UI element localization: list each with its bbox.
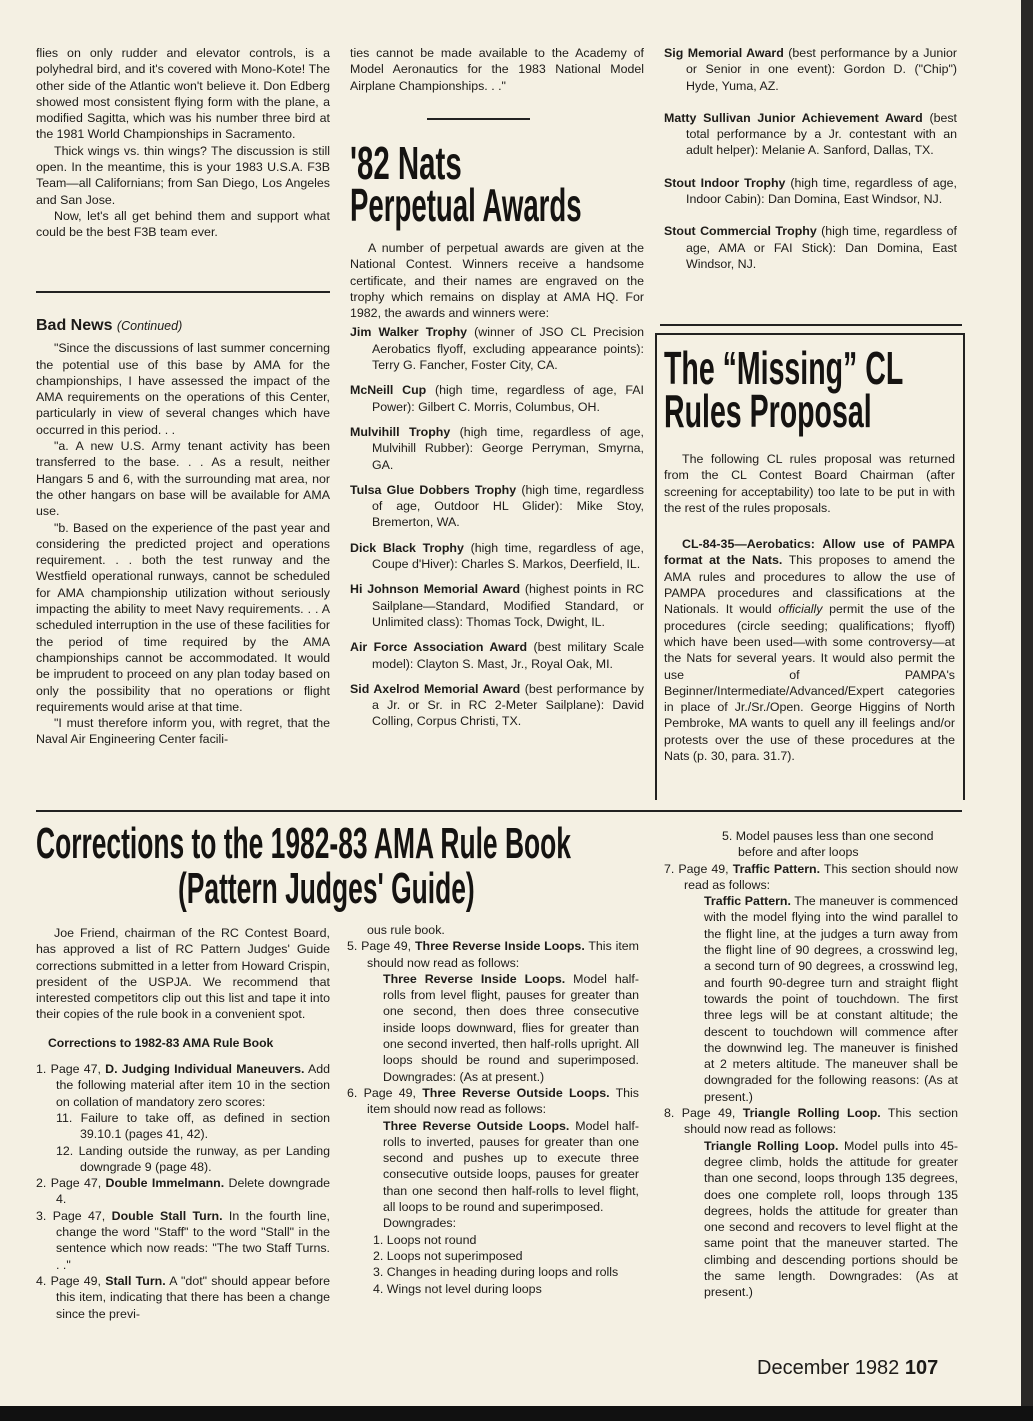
item-number: 5.	[722, 829, 733, 843]
award-entry	[350, 382, 644, 415]
proposal-title: CL-84-35—Aerobatics: Allow use of PAMPA format at the Nats.	[664, 537, 955, 568]
nats-headline-line-2: Perpetual Awards	[350, 179, 582, 231]
item-number: 12.	[56, 1143, 74, 1158]
item-text: Wings not level during loops	[386, 1281, 542, 1296]
award-name: McNeill Cup	[350, 383, 427, 398]
item-number: 3.	[373, 1265, 384, 1280]
correction-item	[664, 1105, 958, 1138]
item-title: Traffic Pattern.	[704, 894, 791, 909]
paragraph: "a. A new U.S. Army tenant activity has been transferred to the base. . . As a result, neither Hangars 5 and 6, with the surrounding mat area, nor the other hangars on base will be available for AMA use.	[36, 439, 330, 519]
award-entry	[350, 482, 644, 531]
proposal-body: permit the use of the procedures (circle seeding; qualifications; flyoff) which have been used—with some controversy—at the Nats for several years. It would also permit the use of PAMPA's Beginner/Intermediate/Advanced/Expert categories in place of Jr./Sr./Open. George Higgins of North Pembroke, MA wants to quell any ill feelings and/or protests over the use of these procedures at the Nats (p. 30, para. 31.7).	[664, 602, 955, 764]
item-text: Add the following material after item 10 in the section on collation of mandatory zero scores:	[56, 1062, 330, 1109]
corrections-column-2	[347, 922, 639, 1297]
award-entry	[350, 324, 644, 373]
column-3-top	[664, 45, 957, 281]
item-ref: Page 47,	[50, 1176, 106, 1191]
correction-item	[347, 1085, 639, 1118]
item-number: 4.	[36, 1273, 47, 1288]
item-number: 2.	[373, 1248, 384, 1263]
downgrades-label: Downgrades:	[383, 1216, 457, 1231]
correction-item	[36, 1175, 330, 1208]
bad-news-title: Bad News	[36, 317, 113, 334]
award-entry	[350, 581, 644, 630]
column-1-top	[36, 45, 330, 241]
award-desc: (highest points in RC Sailplane—Standard, Modified Standard, or Unlimited class): Thomas Tock, Dwight, IL.	[372, 582, 644, 629]
missing-headline-line-2: Rules Proposal	[664, 385, 872, 437]
award-desc: (high time, regardless of age, AMA or FAI Stick): Dan Domina, East Windsor, NJ.	[686, 224, 957, 271]
item-replacement-text	[347, 971, 639, 1085]
award-desc: (high time, regardless of age, Mulvihill Rubber): George Perryman, Smyrna, GA.	[372, 424, 645, 472]
item-title: Three Reverse Outside Loops.	[383, 1118, 570, 1133]
award-name: Sig Memorial Award	[664, 46, 784, 60]
downgrade-item	[664, 828, 958, 861]
divider	[427, 118, 530, 120]
award-desc: (high time, regardless of age, Outdoor HL Glider): Mike Stoy, Bremerton, WA.	[372, 482, 644, 530]
item-number: 5.	[347, 939, 358, 954]
nats-intro: A number of perpetual awards are given at the National Contest. Winners receive a handsome certificate, and their names are engraved on the trophy which remains on display at AMA HQ. For 1982, the awards and winners were:	[350, 241, 644, 321]
item-text: Model pauses less than one second before and after loops	[735, 829, 934, 860]
award-entry	[664, 223, 957, 272]
paragraph: ties cannot be made available to the Academy of Model Aeronautics for the 1983 National Model Airplane Championships. . ."	[350, 46, 644, 93]
award-desc: (best performance by a Jr. or Sr. in RC 2-Meter Sailplane): David Colling, Corpus Christi, TX.	[372, 681, 644, 729]
corrections-column-1	[36, 925, 330, 1322]
correction-item	[36, 1273, 330, 1322]
item-text: Model half-rolls to inverted, pauses for greater than one second and pushes up to execute three consecutive outside loops, pauses for greater than one second then half-rolls to level flight, all loops to be round and superimposed.	[383, 1118, 639, 1215]
missing-proposal-body	[664, 451, 955, 764]
correction-item	[36, 1061, 330, 1110]
item-title: Three Reverse Outside Loops.	[422, 1085, 610, 1100]
downgrade-item	[347, 1232, 639, 1248]
corrections-headline-line-2: (Pattern Judges' Guide)	[178, 864, 475, 913]
section-title	[36, 318, 330, 334]
item-text: In the fourth line, change the word "Staff" to the word "Stall" in the sentence which now reads: "The two Staff Turns. . ."	[56, 1208, 330, 1272]
item-number: 6.	[347, 1085, 358, 1100]
item-ref: Page 47,	[50, 1062, 106, 1077]
item-continuation: ous rule book.	[367, 923, 445, 937]
award-entry	[664, 110, 957, 159]
downgrade-item	[347, 1264, 639, 1280]
item-text: Model pulls into 45-degree climb, holds the attitude for greater than one second, loops through 135 degrees, does one complete roll, loops through 135 degrees, holds the attitude for greater than one second and recovers to level flight at the same point that the maneuver started. The climbing and descending portions should be the same length. Downgrades: (As at present.)	[704, 1138, 958, 1300]
missing-intro: The following CL rules proposal was returned from the CL Contest Board Chairman (after screening for acceptability) too late to be put in with the rest of the rules proposals.	[664, 452, 955, 515]
item-text: A "dot" should appear before this item, indicating that there has been a change since the previ-	[56, 1273, 330, 1321]
award-name: Hi Johnson Memorial Award	[350, 582, 521, 597]
award-name: Sid Axelrod Memorial Award	[350, 681, 521, 696]
paragraph: flies on only rudder and elevator controls, is a polyhedral bird, and it's covered with Mono-Kote! The other side of the Atlantic won't believe it. Don Edberg showed most consistent flying form with the plane, a modified Sagitta, which was his number three bird at the 1981 World Championships in Sacramento.	[36, 46, 330, 142]
item-number: 7.	[664, 861, 675, 876]
award-name: Stout Indoor Trophy	[664, 175, 786, 190]
award-name: Stout Commercial Trophy	[664, 224, 817, 239]
divider	[36, 810, 962, 812]
award-entry	[664, 45, 957, 94]
paragraph: "Since the discussions of last summer concerning the potential use of this base by AMA for the championships, I have assessed the impact of the AMA requirements on the operations of this Center, particularly in view of several changes which have occurred in this period. . .	[36, 341, 330, 437]
item-number: 1.	[373, 1232, 384, 1247]
item-number: 8.	[664, 1106, 675, 1121]
item-title: Three Reverse Inside Loops.	[414, 939, 585, 954]
item-text: Changes in heading during loops and rolls	[386, 1265, 619, 1280]
paragraph: "I must therefore inform you, with regret, that the Naval Air Engineering Center facili-	[36, 716, 330, 747]
downgrade-item	[347, 1248, 639, 1264]
award-name: Matty Sullivan Junior Achievement Award	[664, 110, 923, 125]
item-text: This item should now read as follows:	[367, 939, 639, 970]
item-text: Landing outside the runway, as per Landing downgrade 9 (page 48).	[78, 1143, 330, 1174]
item-ref: Page 49,	[678, 861, 733, 876]
item-ref: Page 49,	[50, 1273, 106, 1288]
item-text: Failure to take off, as defined in section 39.10.1 (pages 41, 42).	[80, 1110, 330, 1142]
item-text: Loops not superimposed	[386, 1248, 523, 1263]
item-text: This section should now read as follows:	[684, 1106, 958, 1137]
issue-date: December 1982	[757, 1357, 900, 1379]
item-text: This section should now read as follows:	[684, 861, 958, 892]
award-desc: (high time, regardless of age, Indoor Cabin): Dan Domina, East Windsor, NJ.	[686, 175, 957, 207]
corrections-intro: Joe Friend, chairman of the RC Contest Board, has approved a list of RC Pattern Judges' Guide corrections submitted in a letter from Howard Crispin, president of the USPJA. We recommend that interested competitors clip out this list and tape it into their copies of the rule book in a convenient spot.	[36, 926, 330, 1022]
item-ref: Page 49,	[361, 939, 415, 954]
item-text: Delete downgrade 4.	[56, 1176, 330, 1207]
award-entry	[350, 681, 644, 730]
item-ref: Page 47,	[52, 1208, 112, 1223]
item-replacement-text	[664, 1138, 958, 1301]
corrections-subhead: Corrections to 1982-83 AMA Rule Book	[48, 1035, 274, 1050]
page-footer	[757, 1357, 938, 1380]
bad-news-section	[36, 318, 330, 748]
item-text: Model half-rolls from level flight, pauses for greater than one second, then does three consecutive inside loops downward, flies for greater than one second inverted, then half-rolls upright. All loops should be round and superimposed. Downgrades: (As at present.)	[383, 971, 639, 1084]
item-title: Triangle Rolling Loop.	[704, 1138, 839, 1153]
award-entry	[664, 175, 957, 208]
award-name: Air Force Association Award	[350, 640, 528, 655]
divider	[36, 291, 330, 293]
column-2-top	[350, 45, 644, 94]
item-replacement-text	[664, 893, 958, 1105]
item-number: 1.	[36, 1062, 47, 1077]
corrections-column-3	[664, 828, 958, 1301]
award-desc: (best total performance by a Jr. contestant with an adult helper): Melanie A. Sanford, Dallas, TX.	[686, 110, 957, 158]
page-number: 107	[904, 1357, 939, 1379]
item-title: Double Immelmann.	[105, 1176, 225, 1191]
proposal-body: This proposes to amend the AMA rules and procedures to allow the use of PAMPA procedures and classifications at the Nationals. It would	[664, 553, 955, 617]
scan-edge-right	[1021, 0, 1033, 1421]
award-desc: (winner of JSO CL Precision Aerobatics flyoff, excluding appearance points): Terry G. Fancher, Foster City, CA.	[372, 325, 644, 373]
award-name: Mulvihill Trophy	[350, 424, 451, 439]
sub-item	[36, 1143, 330, 1176]
item-text: This item should now read as follows:	[367, 1085, 639, 1117]
paragraph: Thick wings vs. thin wings? The discussion is still open. In the meantime, this is your 1983 U.S.A. F3B Team—all Californians; from San Diego, Los Angeles and San Jose.	[36, 143, 330, 207]
item-number: 3.	[36, 1208, 47, 1223]
nats-headline-line-1: '82 Nats	[350, 137, 462, 189]
item-title: D. Judging Individual Maneuvers.	[105, 1062, 305, 1077]
award-entry	[350, 540, 644, 573]
paragraph: Now, let's all get behind them and support what could be the best F3B team ever.	[36, 208, 330, 240]
item-title: Stall Turn.	[105, 1273, 166, 1288]
award-desc: (high time, regardless of age, FAI Power): Gilbert C. Morris, Columbus, OH.	[372, 383, 644, 414]
item-title: Double Stall Turn.	[111, 1208, 223, 1223]
item-number: 2.	[36, 1176, 47, 1191]
scan-edge-bottom	[0, 1406, 1033, 1421]
missing-headline-line-1: The “Missing” CL	[664, 342, 904, 394]
item-title: Triangle Rolling Loop.	[742, 1106, 881, 1121]
item-title: Traffic Pattern.	[732, 861, 821, 876]
award-entry	[350, 639, 644, 672]
correction-item	[347, 938, 639, 971]
paragraph: "b. Based on the experience of the past year and considering the predicted project and operations requirement. . . both the test runway and the Westfield operational runways, cannot be scheduled for AMA championship utilization without seriously impacting the ability to meet Navy requirements. . . A scheduled interruption in the use of these facilities for the period of time required by the AMA championships cannot be accommodated. It would be imprudent to proceed on any plan today based on only the possibility that no operations or flight requirements would arise at that time.	[36, 520, 330, 714]
sub-item	[36, 1110, 330, 1143]
correction-item	[664, 861, 958, 894]
award-name: Dick Black Trophy	[350, 540, 464, 555]
corrections-headline-line-1: Corrections to the 1982-83 AMA Rule Book	[36, 819, 571, 868]
item-ref: Page 49,	[681, 1106, 743, 1121]
item-ref: Page 49,	[363, 1085, 423, 1100]
divider	[660, 324, 962, 326]
item-title: Three Reverse Inside Loops.	[383, 971, 566, 986]
award-desc: (best performance by a Junior or Senior in one event): Gordon D. ("Chip") Hyde, Yuma, AZ.	[686, 46, 957, 93]
continued-label: (Continued)	[116, 319, 183, 333]
item-number: 11.	[56, 1110, 73, 1125]
award-name: Jim Walker Trophy	[350, 325, 468, 340]
item-number: 4.	[373, 1281, 384, 1296]
correction-item	[36, 1208, 330, 1273]
award-name: Tulsa Glue Dobbers Trophy	[350, 482, 517, 497]
item-text: Loops not round	[386, 1232, 477, 1247]
award-desc: (high time, regardless of age, Coupe d'Hiver): Charles S. Markos, Deerfield, IL.	[372, 540, 644, 572]
proposal-text	[664, 536, 955, 764]
nats-awards	[350, 240, 644, 739]
item-text: The maneuver is commenced with the model flying into the wind parallel to the flight line, at the judges a turn away from the flight line of 90 degrees, a crosswind leg, a second turn of 90 degrees, a crosswind leg, and fourth 90-degree turn and straight flight towards the point of touchdown. The first three legs will be at constant altitude; the descent to touchdown will commence after the downwind leg. The maneuver is finished at 2 meters altitude. The maneuver shall be downgraded for the following reasons: (As at present.)	[704, 894, 958, 1104]
downgrade-item	[347, 1281, 639, 1297]
award-entry	[350, 424, 644, 473]
item-replacement-text	[347, 1118, 639, 1216]
proposal-emphasis: officially	[778, 602, 823, 617]
award-desc: (best military Scale model): Clayton S. Mast, Jr., Royal Oak, MI.	[372, 640, 644, 671]
